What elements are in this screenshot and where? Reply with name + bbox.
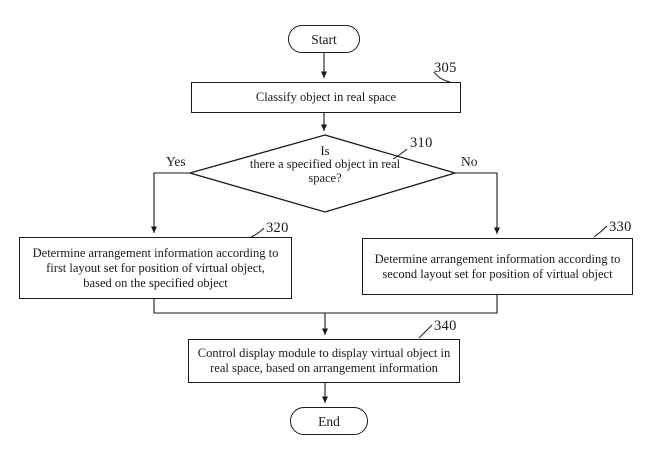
ref-label-320: 320 [266,220,289,236]
control-display-text-line: real space, based on arrangement information [210,361,438,375]
decision-text-line: there a specified object in real [249,157,401,172]
start-node [288,25,360,53]
classify-object-text: Classify object in real space [255,90,397,104]
ref-tick-320 [251,228,264,237]
end-label: End [318,413,340,429]
ref-label-310: 310 [410,135,433,151]
ref-label-305: 305 [434,60,457,76]
second-layout-text-line: second layout set for position of virtual object [382,266,613,281]
end-node [290,407,368,435]
first-layout-text-line: based on the specified object [83,275,228,290]
connector-yes-branch [154,173,190,233]
first-layout-text-line: Determine arrangement information according to [32,245,279,260]
second-layout-text-line: Determine arrangement information according to [374,251,621,266]
control-display-text-line: Control display module to display virtual object in [197,346,451,360]
start-label: Start [311,31,337,47]
yes-branch-label: Yes [166,154,186,169]
decision-text-line: space? [308,170,342,185]
connector-no-branch [455,173,497,234]
second-layout-box [362,238,633,295]
ref-label-330: 330 [609,219,632,235]
decision-diamond-text [213,144,437,186]
decision-text-line: Is [320,143,330,158]
first-layout-text-line: first layout set for position of virtual object, [46,260,265,275]
control-display-box [188,339,460,383]
first-layout-box [19,237,292,299]
no-branch-label: No [461,154,478,169]
classify-object-box [191,82,461,113]
ref-tick-330 [594,226,607,237]
ref-tick-340 [419,325,432,338]
ref-label-340: 340 [434,318,457,334]
